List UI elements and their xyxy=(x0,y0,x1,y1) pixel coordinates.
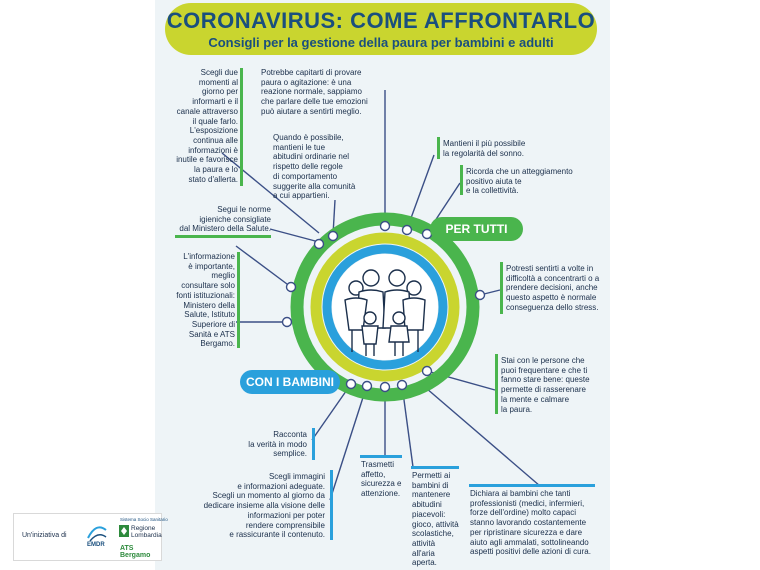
tip-abitudini xyxy=(273,133,355,201)
page-title: CORONAVIRUS: COME AFFRONTARLO xyxy=(166,8,596,33)
tip-line: Potresti sentirti a volte in xyxy=(506,264,594,273)
tip-line: mantenere xyxy=(412,490,451,500)
tip-line: continua alle xyxy=(193,135,238,145)
tip-line: Trasmetti xyxy=(361,460,395,469)
tip-line: professionisti (medici, infermieri, xyxy=(470,498,585,508)
page-subtitle: Consigli per la gestione della paura per bambini e adulti xyxy=(208,35,554,50)
tip-line: la paura e lo xyxy=(193,165,238,175)
tip-line: mantieni le tue xyxy=(273,142,326,152)
tip-bar xyxy=(460,165,463,195)
initiative-label: Un'iniziativa di xyxy=(22,532,67,539)
tip-line: abitudini xyxy=(412,500,442,510)
sponsor-logos xyxy=(13,513,168,561)
tip-line: affetto, xyxy=(361,469,386,479)
tip-line: inutile e favorisce xyxy=(176,155,238,165)
tip-line: Racconta xyxy=(273,430,307,439)
tip-line: L'informazione xyxy=(183,252,235,261)
tip-line: aspetti positivi delle azioni di cura. xyxy=(470,547,591,557)
tip-line: Segui le norme xyxy=(217,205,271,214)
emdr-label: EMDR xyxy=(87,542,105,548)
tip-line: abitudini ordinarie nel xyxy=(273,152,350,162)
tip-line: la mente e calmare xyxy=(501,394,570,404)
tip-informarsi xyxy=(176,68,238,184)
tip-line: momenti al xyxy=(198,77,238,87)
tip-line: permette di rasserenare xyxy=(501,385,586,395)
tip-immagini xyxy=(204,472,325,540)
tip-line: e la collettività. xyxy=(466,186,519,196)
tip-line: igieniche consigliate xyxy=(199,214,271,224)
tip-sonno xyxy=(443,139,525,158)
tip-affetto xyxy=(361,460,401,499)
tip-line: positivo aiuta te xyxy=(466,176,522,186)
con-i-bambini-label: CON I BAMBINI xyxy=(246,375,334,389)
connector-line xyxy=(236,246,291,287)
tip-line: informazioni è xyxy=(188,145,238,155)
tip-professionisti xyxy=(470,489,591,557)
tip-line: giorno per xyxy=(201,87,238,97)
tip-line: rispetto delle regole xyxy=(273,162,343,172)
tip-line: il quale farlo. xyxy=(192,116,238,126)
tip-line: stanno lavorando costantemente xyxy=(470,518,587,528)
tip-bar xyxy=(240,68,243,186)
tip-line: la verità in modo xyxy=(248,439,307,449)
tip-difficolta xyxy=(506,264,599,313)
tip-line: L'esposizione xyxy=(189,126,238,136)
tip-line: canale attraverso xyxy=(176,106,238,116)
tip-bar xyxy=(360,455,402,458)
tip-abitudini-bambini xyxy=(412,471,459,568)
tip-line: puoi frequentare e che ti xyxy=(501,365,588,375)
tip-line: all'aria xyxy=(412,548,435,558)
emdr-logo-icon xyxy=(86,524,108,544)
infographic-poster xyxy=(155,0,610,570)
tip-line: dal Ministero della Salute. xyxy=(179,224,271,234)
tip-line: a cui appartieni. xyxy=(273,191,330,201)
tip-line: Scegli due xyxy=(200,68,238,77)
tip-bar xyxy=(437,137,440,159)
regione-lombardia-icon xyxy=(119,525,129,537)
tip-line: piacevoli: xyxy=(412,509,446,519)
tip-line: gioco, attività xyxy=(412,519,459,529)
per-tutti-label: PER TUTTI xyxy=(445,222,508,236)
tip-line: scolastiche, xyxy=(412,529,454,539)
tip-line: suggerite alla comunità xyxy=(273,181,356,191)
tip-line: attenzione. xyxy=(361,489,401,499)
tip-line: fonti istituzionali: xyxy=(176,290,235,300)
tip-line: Scegli un momento al giorno da xyxy=(212,491,325,501)
tip-line: e informazioni adeguate. xyxy=(237,481,325,491)
tip-line: la regolarità del sonno. xyxy=(443,148,524,158)
tip-line: sicurezza e xyxy=(361,479,402,489)
tip-norme xyxy=(179,205,271,234)
tip-persone xyxy=(501,356,590,414)
tip-line: Potrebbe capitarti di provare xyxy=(261,68,362,77)
tip-line: di comportamento xyxy=(273,171,338,181)
tip-line: Dichiara ai bambini che tanti xyxy=(470,489,571,498)
tip-line: Stai con le persone che xyxy=(501,356,585,365)
tip-bar xyxy=(469,484,595,487)
tip-line: difficoltà a concentrarti o a xyxy=(506,273,600,283)
tip-line: reazione normale, sappiamo xyxy=(261,87,362,97)
tip-line: informarti e il xyxy=(192,97,238,107)
tip-line: per ripristinare sicurezza e dare xyxy=(470,527,583,537)
tip-line: semplice. xyxy=(273,449,307,459)
tip-fonti xyxy=(176,252,235,349)
tip-line: Ministero della xyxy=(183,300,235,310)
tip-bar xyxy=(411,466,459,469)
tip-line: aperta. xyxy=(412,558,437,568)
connector-line xyxy=(270,229,319,242)
tip-bar xyxy=(500,262,503,314)
tip-line: aiuto agli ammalati, sottolineando xyxy=(470,537,589,547)
tip-line: stato d'allerta. xyxy=(188,174,238,184)
tip-line: Superiore di xyxy=(191,319,235,329)
tip-atteggiamento xyxy=(466,167,573,196)
tip-line: meglio xyxy=(211,271,235,281)
tip-line: paura o agitazione: è una xyxy=(261,77,352,87)
tip-bar xyxy=(330,470,333,540)
tip-line: consultare solo xyxy=(181,281,235,291)
ats-bergamo-label: ATS Bergamo xyxy=(120,545,151,559)
tip-line: può aiutare a sentirti meglio. xyxy=(261,106,362,116)
tip-line: fanno stare bene: queste xyxy=(501,375,590,385)
tip-line: Salute, Istituto xyxy=(184,310,235,320)
tip-line: è importante, xyxy=(188,261,235,271)
tip-bar xyxy=(312,428,315,460)
tip-line: che parlare delle tue emozioni xyxy=(261,97,368,107)
tip-line: Ricorda che un atteggiamento xyxy=(466,167,573,176)
tip-line: e rassicurante il contenuto. xyxy=(229,530,325,540)
tip-line: informazioni per poter xyxy=(247,510,325,520)
tip-bar xyxy=(237,252,240,348)
tip-line: dedicare insieme alla visione delle xyxy=(203,501,325,511)
sistema-label: Sistema Socio Sanitario xyxy=(120,517,168,522)
tip-agitazione xyxy=(261,68,368,117)
tip-line: prendere decisioni, anche xyxy=(506,283,598,293)
tip-line: Mantieni il più possibile xyxy=(443,139,526,148)
tip-bar xyxy=(495,354,498,414)
tip-line: Permetti ai xyxy=(412,471,451,480)
title-banner xyxy=(165,3,597,55)
tip-line: Sanità e ATS xyxy=(188,329,235,339)
lombardia-label: Lombardia xyxy=(131,532,162,539)
tip-line: attività xyxy=(412,538,436,548)
tip-line: rendere comprensibile xyxy=(245,520,325,530)
tip-line: Scegli immagini xyxy=(268,472,325,481)
tip-line: bambini di xyxy=(412,480,449,490)
tip-bar xyxy=(175,235,271,238)
tip-line: Quando è possibile, xyxy=(273,133,344,142)
regione-label: Regione xyxy=(131,525,156,532)
tip-line: la paura. xyxy=(501,404,533,414)
tip-verita xyxy=(248,430,307,459)
tip-line: forze dell'ordine) molto capaci xyxy=(470,508,577,518)
tip-line: Bergamo. xyxy=(200,339,235,349)
tip-line: conseguenza dello stress. xyxy=(506,302,599,312)
tip-line: questo aspetto è normale xyxy=(506,293,597,303)
